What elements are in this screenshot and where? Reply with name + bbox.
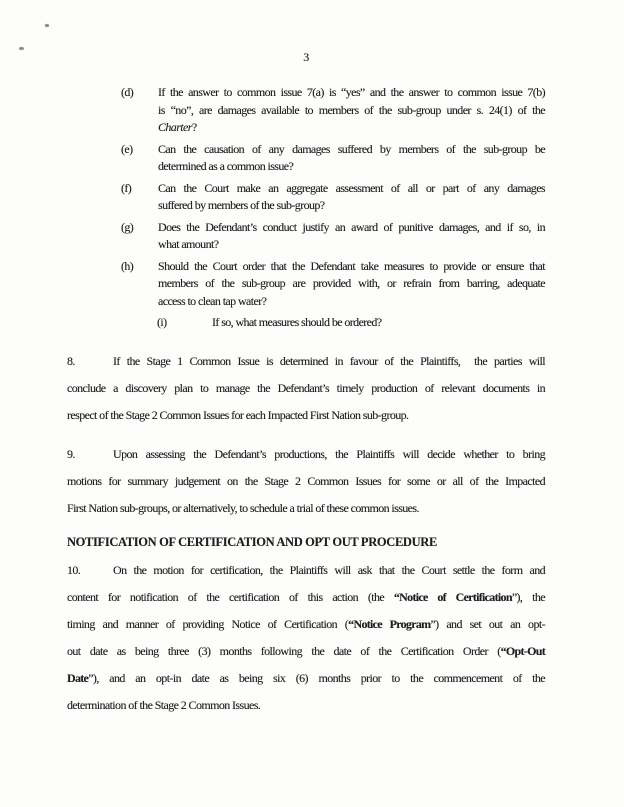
text-line [67,375,545,402]
document-content [67,48,545,719]
text-segment: If the answer to common issue 7(a) is “yes” and the answer to common issue 7(b) [158,85,545,99]
text-line [158,119,545,137]
text-segment: If the Stage 1 Common Issue is determined in favour of the Plaintiffs, the parties will [113,353,545,368]
text-line [67,665,545,692]
text-line [67,557,545,584]
text-line [158,180,545,198]
text-segment: Does the Defendant’s conduct justify an award of punitive damages, and if so, in [158,219,545,234]
text-segment: Can the causation of any damages suffered by members of the sub-group be [158,141,545,156]
paragraph-number: 8. [67,353,75,368]
text-segment: determined as a common issue? [158,159,294,173]
list-item-label: (g) [121,219,134,234]
list-item-text [158,258,545,311]
list-item-h [121,258,545,311]
text-segment: content for notification of the certification of this action (the [67,589,394,604]
scan-speck [19,47,24,50]
text-line [158,236,545,254]
list-item-label: (d) [121,85,134,99]
text-segment: Upon assessing the Defendant’s productions, the Plaintiffs will decide whether to bring [113,446,545,461]
document-blocks [67,84,545,719]
text-line [67,468,545,495]
scan-speck [45,24,49,27]
list-item-f [121,180,545,215]
text-segment: members of the sub-group are provided with, or refrain from barring, adequate [158,276,545,290]
text-line [67,495,545,522]
text-segment: ”), and an opt-in date as being six (6) months prior to the commencement of the [88,670,545,685]
text-segment: is “no”, are damages available to members of the sub-group under s. 24(1) of the [158,102,545,117]
text-segment: If so, what measures should be ordered? [212,315,382,329]
text-segment: conclude a discovery plan to manage the Defendant’s timely production of relevant documents in [67,380,545,395]
text-line [158,219,545,237]
text-line [158,102,545,120]
text-segment: “Notice of Certification [393,589,512,604]
text-segment: Should the Court order that the Defendant take measures to provide or ensure that [158,258,545,273]
list-item-text [158,180,545,215]
list-item-text [158,84,545,137]
text-segment: ? [191,120,197,134]
text-line [158,275,545,293]
list-item-text [158,219,545,254]
text-line [212,314,545,332]
section-heading: NOTIFICATION OF CERTIFICATION AND OPT OUT PROCEDURE [67,534,437,549]
text-segment: respect of the Stage 2 Common Issues for each Impacted First Nation sub-group. [67,407,409,422]
text-line [67,584,545,611]
text-segment: timing and manner of providing Notice of Certification ( [67,616,349,631]
list-item-e [121,141,545,176]
paragraph-8 [67,348,545,429]
text-line [158,293,545,311]
text-segment: “Notice Program [348,616,431,631]
paragraph-number: 9. [67,446,75,461]
list-item-text [158,141,545,176]
text-segment: suffered by members of the sub-group? [158,198,325,212]
sub-list-item-i [157,314,545,332]
text-segment: “Opt-Out [500,643,545,658]
list-item-label: (h) [121,258,134,273]
text-segment: motions for summary judgement on the Stage 2 Common Issues for some or all of the Impacted [67,473,545,488]
paragraph-10 [67,557,545,719]
paragraph-number: 10. [67,562,81,577]
text-segment: access to clean tap water? [158,293,267,308]
list-item-label: (f) [121,180,132,195]
text-segment: what amount? [158,237,219,251]
text-line [67,402,545,429]
text-segment: ”) and set out an opt- [430,616,545,631]
text-line [67,348,545,375]
page-number: 3 [303,50,309,64]
text-line [158,197,545,215]
text-segment: On the motion for certification, the Plaintiffs will ask that the Court settle the form and [113,562,545,577]
text-segment: Charter [158,120,192,134]
list-item-label: (i) [157,315,167,329]
text-line [158,141,545,159]
text-line [67,692,545,719]
text-line [158,84,545,102]
list-item-text [212,314,545,332]
text-segment: First Nation sub-groups, or alternatively, to schedule a trial of these common issues. [67,500,419,515]
list-item-g [121,219,545,254]
text-segment: out date as being three (3) months following the date of the Certification Order ( [67,643,501,658]
text-line [158,158,545,176]
list-item-label: (e) [121,141,133,156]
text-line [67,441,545,468]
text-segment: Date [67,670,89,685]
text-line [158,258,545,276]
text-line [67,638,545,665]
list-item-d [121,84,545,137]
text-line [67,611,545,638]
paragraph-9 [67,441,545,522]
text-segment: Can the Court make an aggregate assessment of all or part of any damages [158,180,545,195]
text-segment: determination of the Stage 2 Common Issues. [67,697,261,712]
text-segment: ”), the [511,589,545,604]
